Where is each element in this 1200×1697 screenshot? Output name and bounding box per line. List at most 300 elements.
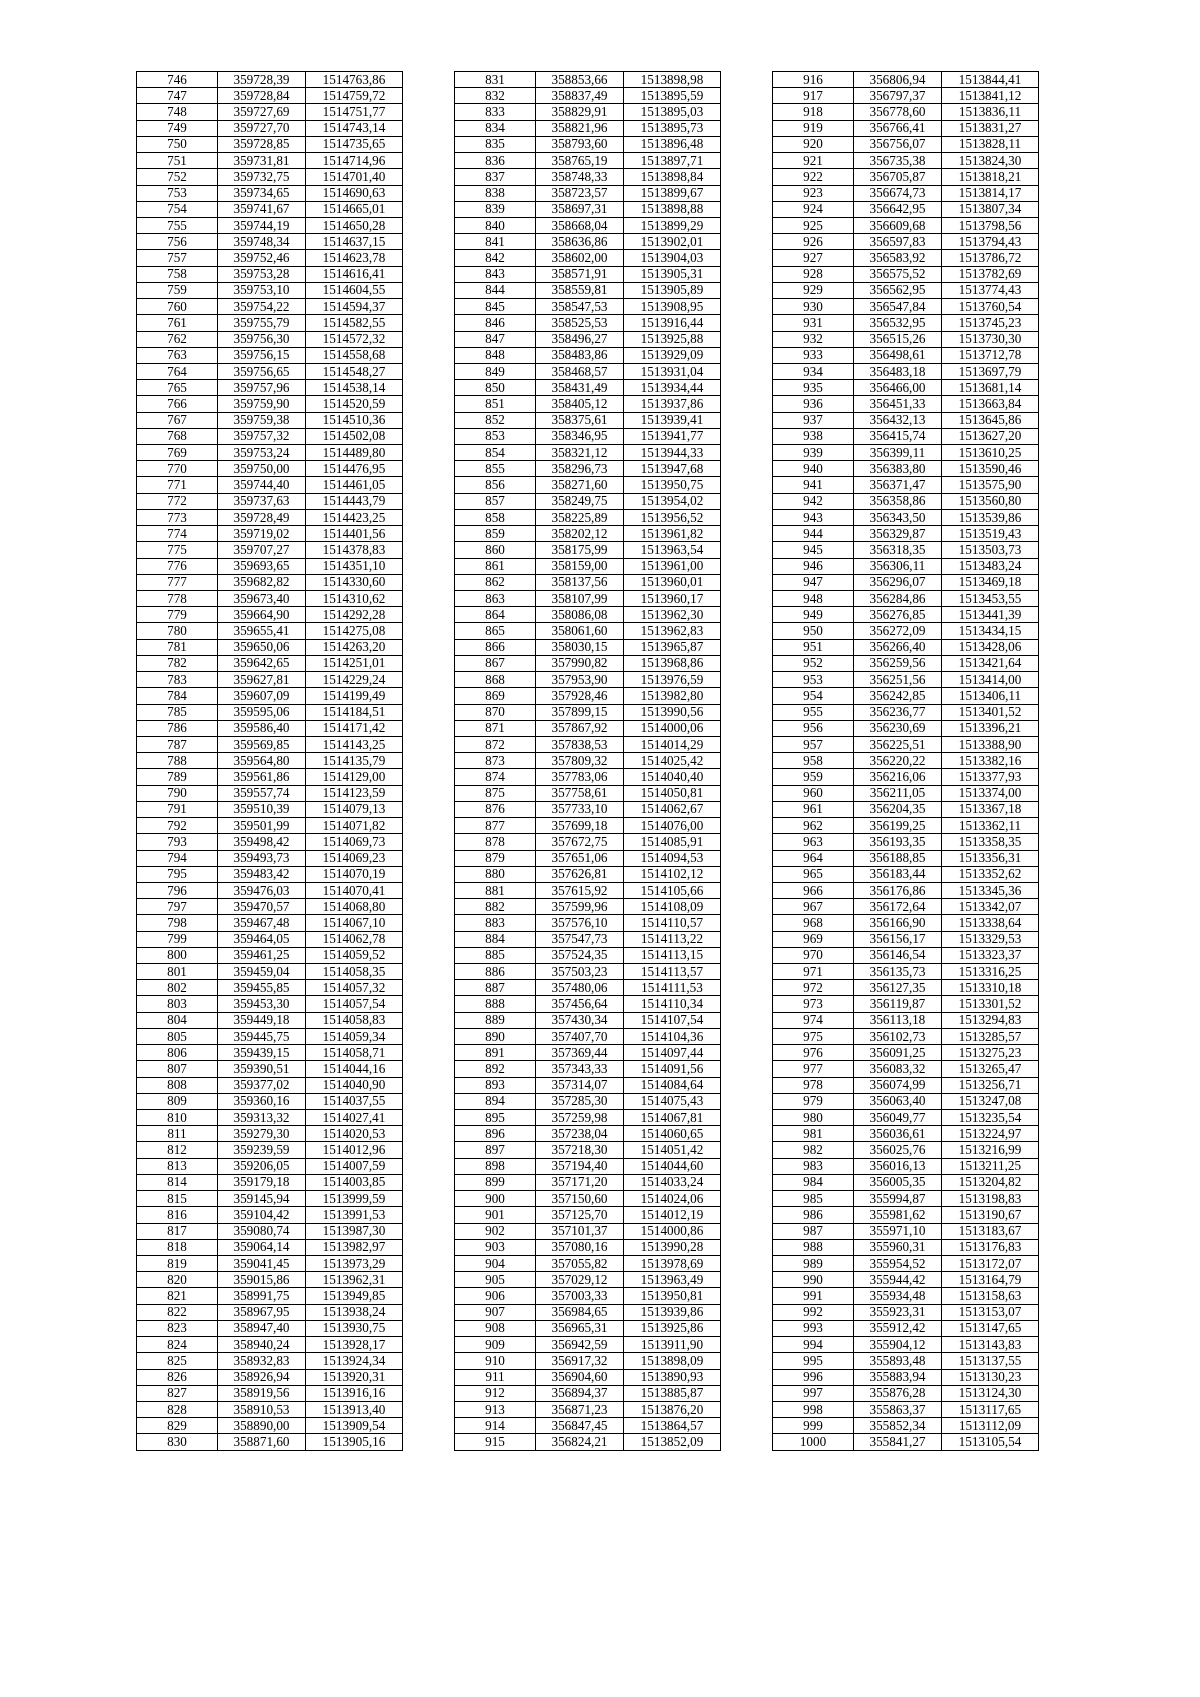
- point-number-cell: 822: [137, 1304, 218, 1320]
- table-row: [137, 931, 403, 947]
- point-number-cell: 841: [455, 234, 536, 250]
- x-coordinate-cell: 358571,91: [536, 266, 624, 282]
- table-row: [137, 266, 403, 282]
- x-coordinate-cell: 356251,56: [854, 672, 942, 688]
- y-coordinate-cell: 1513807,34: [942, 201, 1039, 217]
- table-row: [773, 1093, 1039, 1109]
- point-number-cell: 986: [773, 1207, 854, 1223]
- table-row: [137, 882, 403, 898]
- y-coordinate-cell: 1514351,10: [306, 558, 403, 574]
- y-coordinate-cell: 1513590,46: [942, 461, 1039, 477]
- y-coordinate-cell: 1513818,21: [942, 169, 1039, 185]
- table-row: [455, 655, 721, 671]
- coordinate-table-1: [136, 71, 403, 1451]
- point-number-cell: 964: [773, 850, 854, 866]
- y-coordinate-cell: 1513911,90: [624, 1337, 721, 1353]
- x-coordinate-cell: 356917,32: [536, 1353, 624, 1369]
- table-row: [773, 347, 1039, 363]
- table-row: [137, 396, 403, 412]
- x-coordinate-cell: 359470,57: [218, 899, 306, 915]
- y-coordinate-cell: 1514012,19: [624, 1207, 721, 1223]
- y-coordinate-cell: 1513323,37: [942, 947, 1039, 963]
- x-coordinate-cell: 357480,06: [536, 980, 624, 996]
- point-number-cell: 920: [773, 136, 854, 152]
- y-coordinate-cell: 1513962,30: [624, 607, 721, 623]
- table-row: [137, 493, 403, 509]
- y-coordinate-cell: 1514113,57: [624, 964, 721, 980]
- table-row: [773, 769, 1039, 785]
- y-coordinate-cell: 1513956,52: [624, 509, 721, 525]
- point-number-cell: 767: [137, 412, 218, 428]
- point-number-cell: 981: [773, 1126, 854, 1142]
- point-number-cell: 763: [137, 347, 218, 363]
- y-coordinate-cell: 1514184,51: [306, 704, 403, 720]
- table-row: [773, 153, 1039, 169]
- table-row: [455, 1207, 721, 1223]
- y-coordinate-cell: 1513961,82: [624, 526, 721, 542]
- y-coordinate-cell: 1514650,28: [306, 217, 403, 233]
- point-number-cell: 976: [773, 1045, 854, 1061]
- x-coordinate-cell: 358271,60: [536, 477, 624, 493]
- table-row: [137, 818, 403, 834]
- point-number-cell: 999: [773, 1418, 854, 1434]
- x-coordinate-cell: 356847,45: [536, 1418, 624, 1434]
- point-number-cell: 933: [773, 347, 854, 363]
- point-number-cell: 921: [773, 153, 854, 169]
- table-row: [137, 217, 403, 233]
- table-row: [773, 120, 1039, 136]
- point-number-cell: 949: [773, 607, 854, 623]
- x-coordinate-cell: 357576,10: [536, 915, 624, 931]
- x-coordinate-cell: 355994,87: [854, 1191, 942, 1207]
- x-coordinate-cell: 356176,86: [854, 882, 942, 898]
- table-row: [455, 623, 721, 639]
- x-coordinate-cell: 359206,05: [218, 1158, 306, 1174]
- x-coordinate-cell: 357343,33: [536, 1061, 624, 1077]
- x-coordinate-cell: 359756,65: [218, 363, 306, 379]
- y-coordinate-cell: 1514075,43: [624, 1093, 721, 1109]
- y-coordinate-cell: 1513962,31: [306, 1272, 403, 1288]
- y-coordinate-cell: 1514520,59: [306, 396, 403, 412]
- table-row: [455, 1337, 721, 1353]
- table-row: [137, 736, 403, 752]
- table-row: [137, 866, 403, 882]
- y-coordinate-cell: 1513774,43: [942, 282, 1039, 298]
- x-coordinate-cell: 355944,42: [854, 1272, 942, 1288]
- table-row: [773, 461, 1039, 477]
- table-row: [455, 1158, 721, 1174]
- point-number-cell: 987: [773, 1223, 854, 1239]
- point-number-cell: 858: [455, 509, 536, 525]
- x-coordinate-cell: 357809,32: [536, 753, 624, 769]
- table-row: [137, 639, 403, 655]
- y-coordinate-cell: 1514070,41: [306, 882, 403, 898]
- point-number-cell: 818: [137, 1239, 218, 1255]
- y-coordinate-cell: 1513831,27: [942, 120, 1039, 136]
- y-coordinate-cell: 1513610,25: [942, 445, 1039, 461]
- point-number-cell: 754: [137, 201, 218, 217]
- x-coordinate-cell: 356074,99: [854, 1077, 942, 1093]
- point-number-cell: 997: [773, 1385, 854, 1401]
- point-number-cell: 919: [773, 120, 854, 136]
- x-coordinate-cell: 356220,22: [854, 753, 942, 769]
- y-coordinate-cell: 1514060,65: [624, 1126, 721, 1142]
- x-coordinate-cell: 359439,15: [218, 1045, 306, 1061]
- x-coordinate-cell: 355852,34: [854, 1418, 942, 1434]
- x-coordinate-cell: 356272,09: [854, 623, 942, 639]
- table-row: [773, 899, 1039, 915]
- x-coordinate-cell: 355912,42: [854, 1320, 942, 1336]
- y-coordinate-cell: 1514105,66: [624, 882, 721, 898]
- x-coordinate-cell: 355883,94: [854, 1369, 942, 1385]
- x-coordinate-cell: 358483,86: [536, 347, 624, 363]
- table-row: [455, 72, 721, 88]
- point-number-cell: 831: [455, 72, 536, 88]
- y-coordinate-cell: 1513345,36: [942, 882, 1039, 898]
- y-coordinate-cell: 1513406,11: [942, 688, 1039, 704]
- x-coordinate-cell: 358829,91: [536, 104, 624, 120]
- x-coordinate-cell: 356230,69: [854, 720, 942, 736]
- point-number-cell: 975: [773, 1028, 854, 1044]
- point-number-cell: 801: [137, 964, 218, 980]
- point-number-cell: 894: [455, 1093, 536, 1109]
- table-row: [773, 996, 1039, 1012]
- y-coordinate-cell: 1513275,23: [942, 1045, 1039, 1061]
- y-coordinate-cell: 1513924,34: [306, 1353, 403, 1369]
- x-coordinate-cell: 357055,82: [536, 1255, 624, 1271]
- point-number-cell: 907: [455, 1304, 536, 1320]
- x-coordinate-cell: 355904,12: [854, 1337, 942, 1353]
- table-row: [455, 1028, 721, 1044]
- y-coordinate-cell: 1514000,86: [624, 1223, 721, 1239]
- table-row: [137, 331, 403, 347]
- y-coordinate-cell: 1513987,30: [306, 1223, 403, 1239]
- x-coordinate-cell: 355893,48: [854, 1353, 942, 1369]
- table-row: [137, 1223, 403, 1239]
- y-coordinate-cell: 1513316,25: [942, 964, 1039, 980]
- point-number-cell: 876: [455, 801, 536, 817]
- table-row: [773, 882, 1039, 898]
- x-coordinate-cell: 359682,82: [218, 574, 306, 590]
- y-coordinate-cell: 1513999,59: [306, 1191, 403, 1207]
- y-coordinate-cell: 1514104,36: [624, 1028, 721, 1044]
- x-coordinate-cell: 359080,74: [218, 1223, 306, 1239]
- table-row: [773, 1304, 1039, 1320]
- table-row: [455, 1191, 721, 1207]
- x-coordinate-cell: 356942,59: [536, 1337, 624, 1353]
- y-coordinate-cell: 1513960,17: [624, 591, 721, 607]
- x-coordinate-cell: 358496,27: [536, 331, 624, 347]
- y-coordinate-cell: 1513909,54: [306, 1418, 403, 1434]
- y-coordinate-cell: 1513929,09: [624, 347, 721, 363]
- x-coordinate-cell: 359279,30: [218, 1126, 306, 1142]
- y-coordinate-cell: 1513483,24: [942, 558, 1039, 574]
- y-coordinate-cell: 1513235,54: [942, 1110, 1039, 1126]
- point-number-cell: 950: [773, 623, 854, 639]
- point-number-cell: 915: [455, 1434, 536, 1450]
- point-number-cell: 967: [773, 899, 854, 915]
- point-number-cell: 937: [773, 412, 854, 428]
- y-coordinate-cell: 1513939,41: [624, 412, 721, 428]
- x-coordinate-cell: 357599,96: [536, 899, 624, 915]
- y-coordinate-cell: 1513944,33: [624, 445, 721, 461]
- point-number-cell: 759: [137, 282, 218, 298]
- y-coordinate-cell: 1514763,86: [306, 72, 403, 88]
- point-number-cell: 994: [773, 1337, 854, 1353]
- table-row: [137, 1401, 403, 1417]
- table-row: [137, 363, 403, 379]
- x-coordinate-cell: 359753,10: [218, 282, 306, 298]
- x-coordinate-cell: 356199,25: [854, 818, 942, 834]
- x-coordinate-cell: 357369,44: [536, 1045, 624, 1061]
- x-coordinate-cell: 356575,52: [854, 266, 942, 282]
- y-coordinate-cell: 1514690,63: [306, 185, 403, 201]
- table-row: [773, 1288, 1039, 1304]
- y-coordinate-cell: 1514076,00: [624, 818, 721, 834]
- table-row: [773, 542, 1039, 558]
- table-row: [137, 282, 403, 298]
- x-coordinate-cell: 359728,39: [218, 72, 306, 88]
- table-row: [455, 380, 721, 396]
- table-row: [455, 526, 721, 542]
- x-coordinate-cell: 357783,06: [536, 769, 624, 785]
- x-coordinate-cell: 356432,13: [854, 412, 942, 428]
- table-row: [455, 1272, 721, 1288]
- y-coordinate-cell: 1514033,24: [624, 1174, 721, 1190]
- x-coordinate-cell: 356547,84: [854, 299, 942, 315]
- x-coordinate-cell: 359728,84: [218, 88, 306, 104]
- x-coordinate-cell: 359627,81: [218, 672, 306, 688]
- table-row: [455, 801, 721, 817]
- point-number-cell: 756: [137, 234, 218, 250]
- point-number-cell: 942: [773, 493, 854, 509]
- table-row: [773, 1401, 1039, 1417]
- y-coordinate-cell: 1513937,86: [624, 396, 721, 412]
- point-number-cell: 843: [455, 266, 536, 282]
- table-row: [137, 801, 403, 817]
- y-coordinate-cell: 1514143,25: [306, 736, 403, 752]
- x-coordinate-cell: 356276,85: [854, 607, 942, 623]
- y-coordinate-cell: 1513176,83: [942, 1239, 1039, 1255]
- x-coordinate-cell: 359750,00: [218, 461, 306, 477]
- point-number-cell: 781: [137, 639, 218, 655]
- y-coordinate-cell: 1513342,07: [942, 899, 1039, 915]
- y-coordinate-cell: 1514040,90: [306, 1077, 403, 1093]
- x-coordinate-cell: 358107,99: [536, 591, 624, 607]
- x-coordinate-cell: 359693,65: [218, 558, 306, 574]
- point-number-cell: 972: [773, 980, 854, 996]
- table-row: [773, 753, 1039, 769]
- table-row: [455, 672, 721, 688]
- y-coordinate-cell: 1514062,67: [624, 801, 721, 817]
- point-number-cell: 978: [773, 1077, 854, 1093]
- point-number-cell: 900: [455, 1191, 536, 1207]
- table-row: [455, 136, 721, 152]
- table-row: [773, 915, 1039, 931]
- y-coordinate-cell: 1514037,55: [306, 1093, 403, 1109]
- y-coordinate-cell: 1514759,72: [306, 88, 403, 104]
- table-row: [137, 834, 403, 850]
- y-coordinate-cell: 1513172,07: [942, 1255, 1039, 1271]
- point-number-cell: 974: [773, 1012, 854, 1028]
- x-coordinate-cell: 356597,83: [854, 234, 942, 250]
- point-number-cell: 912: [455, 1385, 536, 1401]
- table-row: [137, 1093, 403, 1109]
- y-coordinate-cell: 1513950,75: [624, 477, 721, 493]
- y-coordinate-cell: 1513183,67: [942, 1223, 1039, 1239]
- x-coordinate-cell: 358137,56: [536, 574, 624, 590]
- x-coordinate-cell: 356399,11: [854, 445, 942, 461]
- y-coordinate-cell: 1513897,71: [624, 153, 721, 169]
- table-row: [773, 1337, 1039, 1353]
- point-number-cell: 873: [455, 753, 536, 769]
- point-number-cell: 881: [455, 882, 536, 898]
- x-coordinate-cell: 359586,40: [218, 720, 306, 736]
- table-row: [455, 964, 721, 980]
- table-row: [455, 315, 721, 331]
- y-coordinate-cell: 1513798,56: [942, 217, 1039, 233]
- x-coordinate-cell: 359642,65: [218, 655, 306, 671]
- y-coordinate-cell: 1513836,11: [942, 104, 1039, 120]
- table-row: [773, 639, 1039, 655]
- table-row: [773, 104, 1039, 120]
- x-coordinate-cell: 356318,35: [854, 542, 942, 558]
- table-row: [137, 1077, 403, 1093]
- x-coordinate-cell: 357524,35: [536, 947, 624, 963]
- point-number-cell: 835: [455, 136, 536, 152]
- point-number-cell: 784: [137, 688, 218, 704]
- point-number-cell: 799: [137, 931, 218, 947]
- x-coordinate-cell: 359557,74: [218, 785, 306, 801]
- x-coordinate-cell: 357672,75: [536, 834, 624, 850]
- point-number-cell: 773: [137, 509, 218, 525]
- table-row: [773, 964, 1039, 980]
- point-number-cell: 777: [137, 574, 218, 590]
- x-coordinate-cell: 357430,34: [536, 1012, 624, 1028]
- y-coordinate-cell: 1513947,68: [624, 461, 721, 477]
- point-number-cell: 746: [137, 72, 218, 88]
- y-coordinate-cell: 1513575,90: [942, 477, 1039, 493]
- x-coordinate-cell: 359064,14: [218, 1239, 306, 1255]
- y-coordinate-cell: 1513904,03: [624, 250, 721, 266]
- y-coordinate-cell: 1514701,40: [306, 169, 403, 185]
- x-coordinate-cell: 356797,37: [854, 88, 942, 104]
- y-coordinate-cell: 1513712,78: [942, 347, 1039, 363]
- table-row: [455, 818, 721, 834]
- x-coordinate-cell: 356674,73: [854, 185, 942, 201]
- point-number-cell: 888: [455, 996, 536, 1012]
- y-coordinate-cell: 1514378,83: [306, 542, 403, 558]
- x-coordinate-cell: 359561,86: [218, 769, 306, 785]
- point-number-cell: 970: [773, 947, 854, 963]
- x-coordinate-cell: 359390,51: [218, 1061, 306, 1077]
- point-number-cell: 951: [773, 639, 854, 655]
- point-number-cell: 774: [137, 526, 218, 542]
- y-coordinate-cell: 1513294,83: [942, 1012, 1039, 1028]
- table-row: [455, 1061, 721, 1077]
- table-row: [455, 169, 721, 185]
- point-number-cell: 793: [137, 834, 218, 850]
- y-coordinate-cell: 1513949,85: [306, 1288, 403, 1304]
- table-row: [773, 72, 1039, 88]
- y-coordinate-cell: 1514107,54: [624, 1012, 721, 1028]
- point-number-cell: 880: [455, 866, 536, 882]
- x-coordinate-cell: 356984,65: [536, 1304, 624, 1320]
- point-number-cell: 885: [455, 947, 536, 963]
- x-coordinate-cell: 358086,08: [536, 607, 624, 623]
- table-row: [137, 234, 403, 250]
- table-row: [455, 1369, 721, 1385]
- point-number-cell: 935: [773, 380, 854, 396]
- point-number-cell: 866: [455, 639, 536, 655]
- y-coordinate-cell: 1513890,93: [624, 1369, 721, 1385]
- table-row: [137, 899, 403, 915]
- x-coordinate-cell: 359569,85: [218, 736, 306, 752]
- table-row: [455, 493, 721, 509]
- x-coordinate-cell: 358321,12: [536, 445, 624, 461]
- x-coordinate-cell: 356705,87: [854, 169, 942, 185]
- table-row: [137, 1061, 403, 1077]
- y-coordinate-cell: 1513898,09: [624, 1353, 721, 1369]
- table-row: [773, 1353, 1039, 1369]
- x-coordinate-cell: 357547,73: [536, 931, 624, 947]
- table-row: [137, 445, 403, 461]
- x-coordinate-cell: 359461,25: [218, 947, 306, 963]
- y-coordinate-cell: 1513560,80: [942, 493, 1039, 509]
- y-coordinate-cell: 1513147,65: [942, 1320, 1039, 1336]
- point-number-cell: 874: [455, 769, 536, 785]
- y-coordinate-cell: 1514461,05: [306, 477, 403, 493]
- table-row: [773, 818, 1039, 834]
- x-coordinate-cell: 359752,46: [218, 250, 306, 266]
- point-number-cell: 775: [137, 542, 218, 558]
- y-coordinate-cell: 1513962,83: [624, 623, 721, 639]
- x-coordinate-cell: 359445,75: [218, 1028, 306, 1044]
- point-number-cell: 842: [455, 250, 536, 266]
- table-row: [455, 704, 721, 720]
- x-coordinate-cell: 355876,28: [854, 1385, 942, 1401]
- table-row: [455, 217, 721, 233]
- point-number-cell: 960: [773, 785, 854, 801]
- y-coordinate-cell: 1514558,68: [306, 347, 403, 363]
- point-number-cell: 862: [455, 574, 536, 590]
- table-row: [455, 915, 721, 931]
- point-number-cell: 808: [137, 1077, 218, 1093]
- y-coordinate-cell: 1513124,30: [942, 1385, 1039, 1401]
- y-coordinate-cell: 1513982,97: [306, 1239, 403, 1255]
- table-row: [773, 574, 1039, 590]
- x-coordinate-cell: 359757,32: [218, 428, 306, 444]
- x-coordinate-cell: 356515,26: [854, 331, 942, 347]
- x-coordinate-cell: 358947,40: [218, 1320, 306, 1336]
- y-coordinate-cell: 1514275,08: [306, 623, 403, 639]
- x-coordinate-cell: 357928,46: [536, 688, 624, 704]
- table-row: [455, 996, 721, 1012]
- point-number-cell: 948: [773, 591, 854, 607]
- y-coordinate-cell: 1514502,08: [306, 428, 403, 444]
- y-coordinate-cell: 1514097,44: [624, 1045, 721, 1061]
- y-coordinate-cell: 1513899,67: [624, 185, 721, 201]
- table-row: [455, 542, 721, 558]
- table-row: [137, 169, 403, 185]
- table-row: [455, 88, 721, 104]
- point-number-cell: 847: [455, 331, 536, 347]
- x-coordinate-cell: 357150,60: [536, 1191, 624, 1207]
- y-coordinate-cell: 1514051,42: [624, 1142, 721, 1158]
- y-coordinate-cell: 1513358,35: [942, 834, 1039, 850]
- point-number-cell: 788: [137, 753, 218, 769]
- point-number-cell: 812: [137, 1142, 218, 1158]
